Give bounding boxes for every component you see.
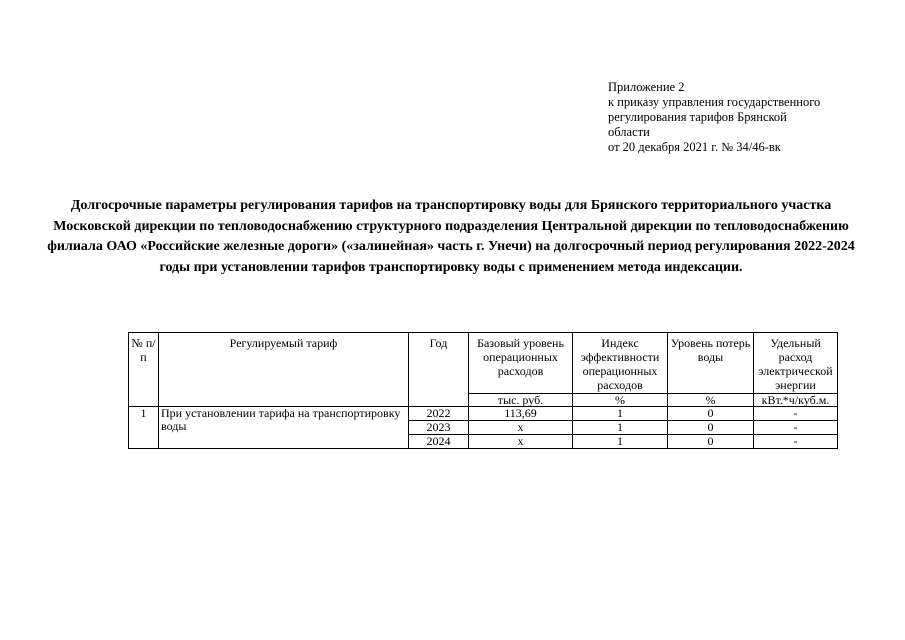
unit-energy-consumption: кВт.*ч/куб.м.	[754, 394, 838, 407]
unit-efficiency-index: %	[573, 394, 668, 407]
appendix-line: к приказу управления государственного	[608, 95, 821, 109]
row-year: 2024	[409, 435, 469, 449]
row-tariff: При установлении тарифа на транспортировку воды	[159, 407, 409, 449]
row-efficiency-index: 1	[573, 435, 668, 449]
row-base-costs: x	[469, 421, 573, 435]
row-base-costs: 113,69	[469, 407, 573, 421]
header-efficiency-index: Индекс эффективности операционных расходов	[573, 333, 668, 394]
table-header-row	[129, 333, 838, 394]
row-num: 1	[129, 407, 159, 449]
row-energy-consumption: -	[754, 407, 838, 421]
header-year: Год	[409, 333, 469, 407]
row-year: 2022	[409, 407, 469, 421]
header-num: № п/п	[129, 333, 159, 407]
tariff-parameters-table	[128, 332, 838, 449]
appendix-line: области	[608, 125, 650, 139]
header-tariff: Регулируемый тариф	[159, 333, 409, 407]
row-base-costs: x	[469, 435, 573, 449]
header-energy-consumption: Удельный расход электрической энергии	[754, 333, 838, 394]
row-water-loss: 0	[668, 407, 754, 421]
row-water-loss: 0	[668, 421, 754, 435]
row-year: 2023	[409, 421, 469, 435]
row-energy-consumption: -	[754, 421, 838, 435]
row-water-loss: 0	[668, 435, 754, 449]
header-water-loss: Уровень потерь воды	[668, 333, 754, 394]
header-base-costs: Базовый уровень операционных расходов	[469, 333, 573, 394]
table-row	[129, 407, 838, 421]
row-efficiency-index: 1	[573, 421, 668, 435]
appendix-line: регулирования тарифов Брянской	[608, 110, 787, 124]
unit-base-costs: тыс. руб.	[469, 394, 573, 407]
appendix-line: Приложение 2	[608, 80, 685, 94]
appendix-block	[608, 80, 898, 155]
row-energy-consumption: -	[754, 435, 838, 449]
unit-water-loss: %	[668, 394, 754, 407]
document-title: Долгосрочные параметры регулирования тарифов на транспортировку воды для Брянского территориального участка Московской дирекции по тепловодоснабжению структурного подразделения Центральной дирекции по тепловодоснабжению филиала ОАО «Российские железные дороги» («залинейная» часть г. Унечи) на долгосрочный период регулирования 2022-2024 годы при установлении тарифов транспортировку воды с применением метода индексации.	[47, 198, 855, 275]
appendix-line: от 20 декабря 2021 г. № 34/46-вк	[608, 140, 781, 154]
row-efficiency-index: 1	[573, 407, 668, 421]
